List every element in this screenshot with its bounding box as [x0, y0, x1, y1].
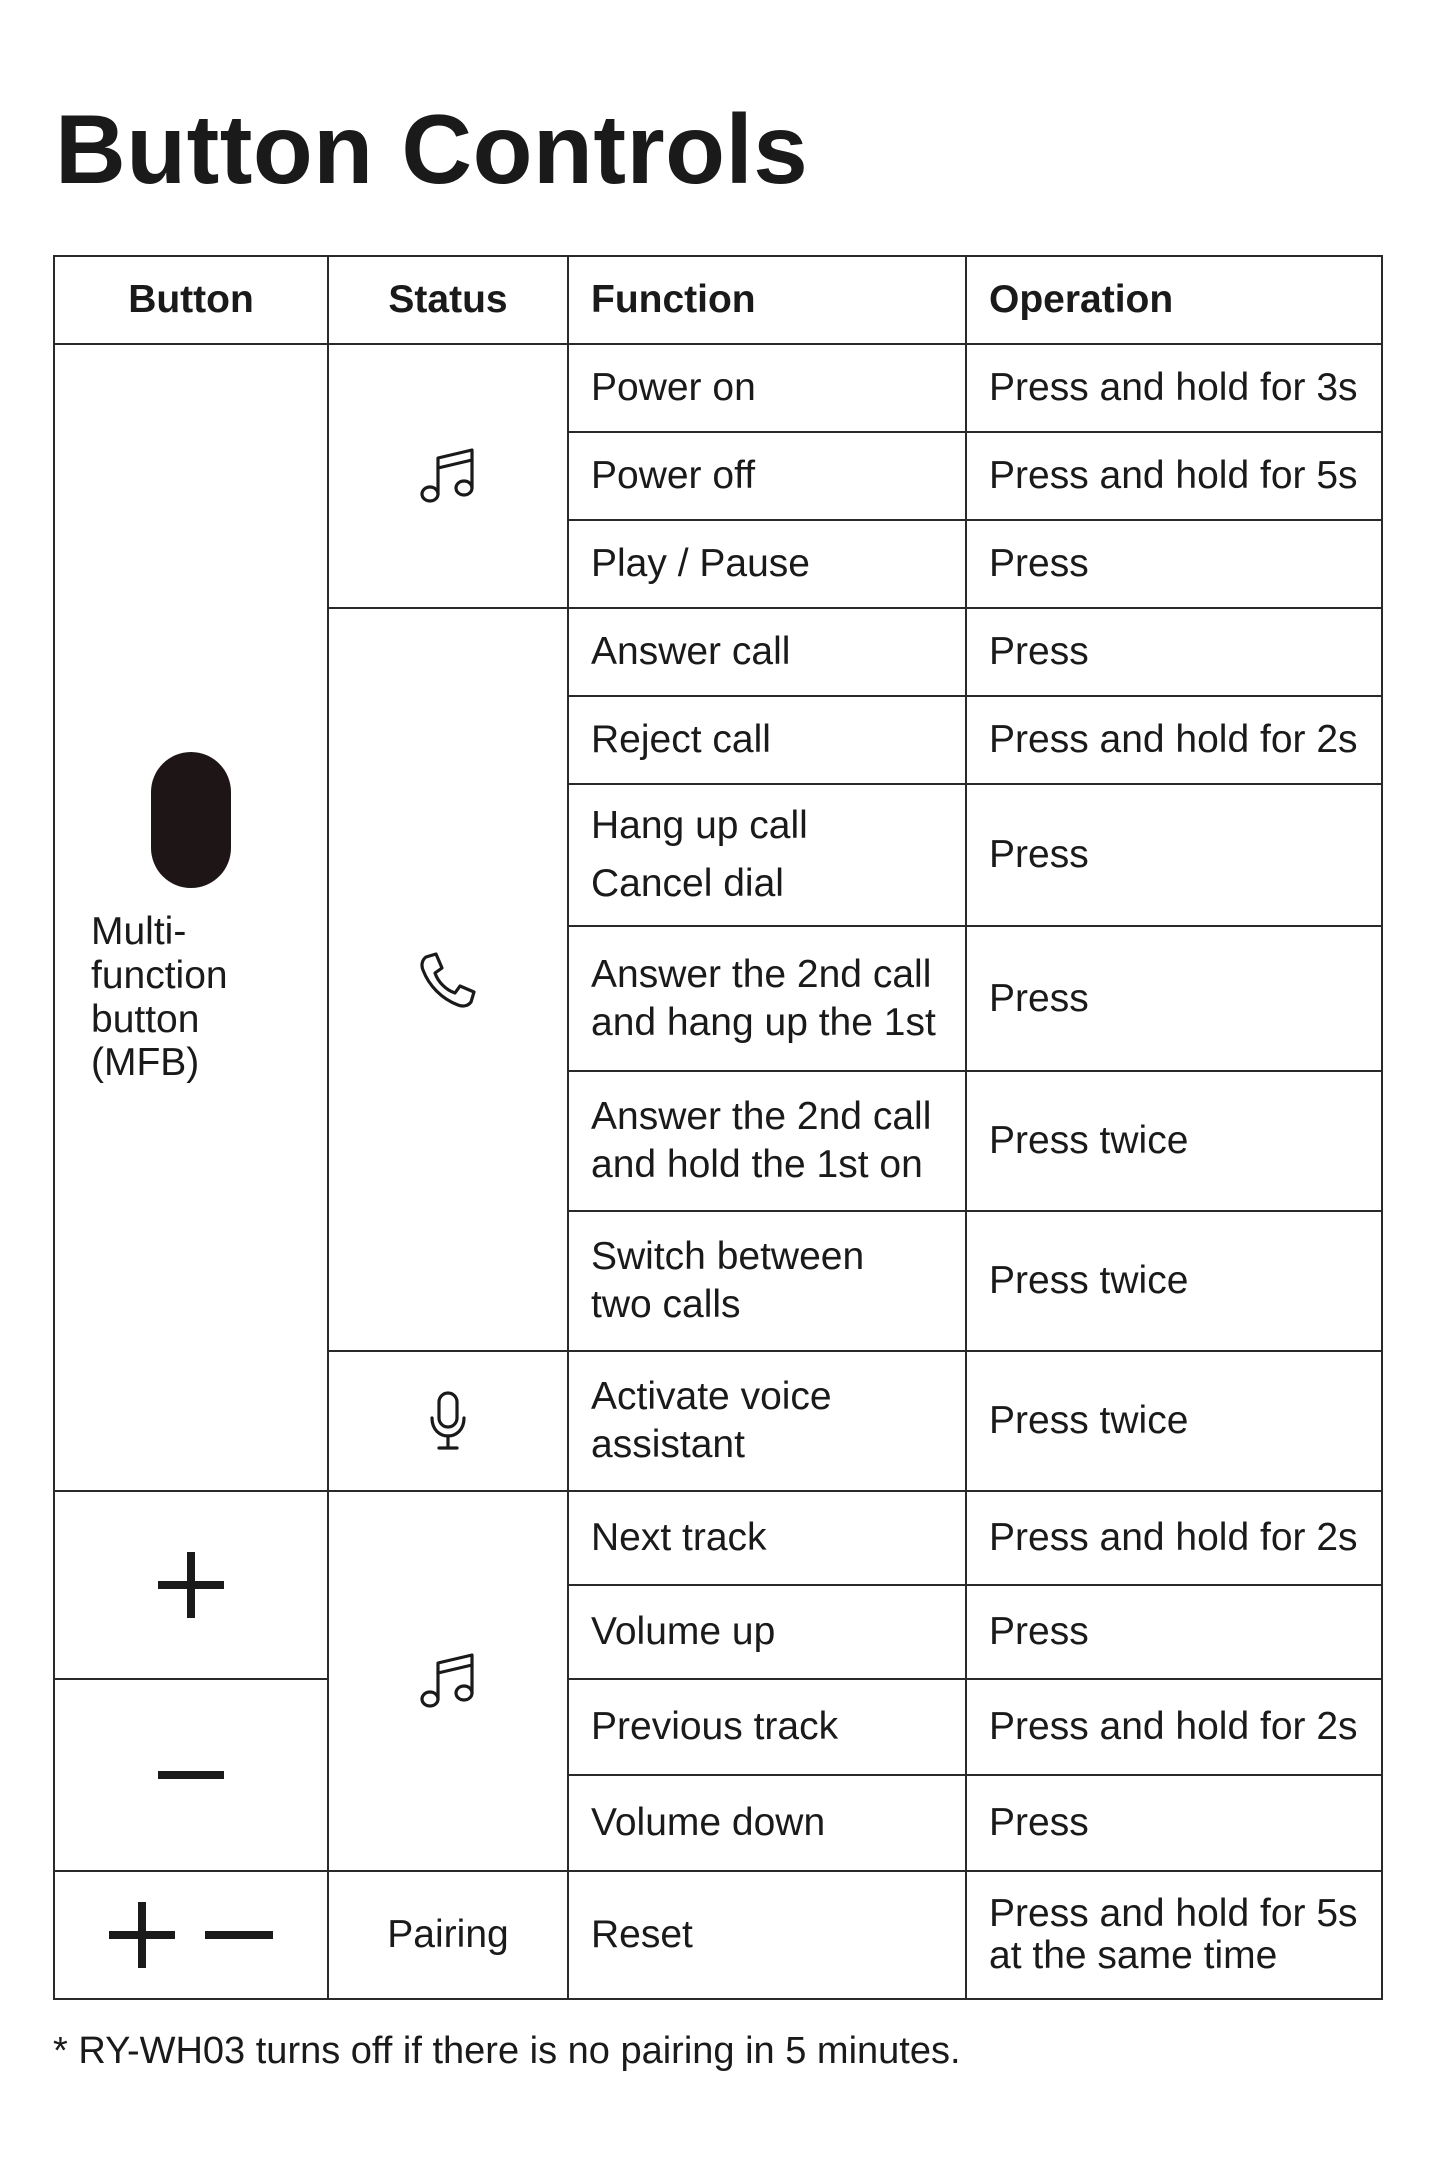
- operation-volume-up: Press: [966, 1585, 1382, 1679]
- status-phone-cell: [328, 608, 568, 1351]
- function-hang-up-line2: Cancel dial: [591, 862, 784, 905]
- operation-switch-calls: Press twice: [966, 1211, 1382, 1351]
- table-row: [54, 1871, 1382, 1999]
- function-answer-call: Answer call: [568, 608, 966, 696]
- table-row: [54, 1679, 1382, 1775]
- table-row: [54, 344, 1382, 432]
- operation-reset-line2: at the same time: [989, 1934, 1278, 1977]
- footnote: * RY-WH03 turns off if there is no pairing in 5 minutes.: [53, 2030, 961, 2072]
- status-music-cell: [328, 344, 568, 608]
- phone-icon: [418, 950, 478, 1010]
- operation-hang-up: Press: [966, 784, 1382, 926]
- function-volume-up: Volume up: [568, 1585, 966, 1679]
- header-button: Button: [54, 256, 328, 344]
- operation-previous-track: Press and hold for 2s: [966, 1679, 1382, 1775]
- function-power-on: Power on: [568, 344, 966, 432]
- plus-icon: [154, 1548, 228, 1622]
- function-power-off: Power off: [568, 432, 966, 520]
- function-switch-calls-line2: two calls: [591, 1283, 741, 1326]
- operation-power-on: Press and hold for 3s: [966, 344, 1382, 432]
- function-switch-calls: [568, 1211, 966, 1351]
- status-mic-cell: [328, 1351, 568, 1491]
- function-volume-down: Volume down: [568, 1775, 966, 1871]
- operation-reject-call: Press and hold for 2s: [966, 696, 1382, 784]
- function-play-pause: Play / Pause: [568, 520, 966, 608]
- minus-button-cell: [54, 1679, 328, 1871]
- mfb-cell: [54, 344, 328, 1491]
- operation-play-pause: Press: [966, 520, 1382, 608]
- function-previous-track: Previous track: [568, 1679, 966, 1775]
- music-note-icon: [416, 1649, 480, 1713]
- header-function: Function: [568, 256, 966, 344]
- operation-reset: [966, 1871, 1382, 1999]
- function-hang-up: [568, 784, 966, 926]
- page-title: Button Controls: [55, 94, 809, 204]
- function-answer-2nd-hold-line2: and hold the 1st on: [591, 1143, 923, 1186]
- button-controls-table: [53, 255, 1383, 2000]
- function-answer-2nd-hold-line1: Answer the 2nd call: [591, 1095, 932, 1139]
- table-row: [54, 1491, 1382, 1585]
- function-switch-calls-line1: Switch between: [591, 1235, 865, 1279]
- function-next-track: Next track: [568, 1491, 966, 1585]
- operation-reset-line1: Press and hold for 5s: [989, 1891, 1358, 1935]
- mfb-label-line2: button (MFB): [91, 997, 200, 1085]
- header-status: Status: [328, 256, 568, 344]
- function-reset: Reset: [568, 1871, 966, 1999]
- header-operation: Operation: [966, 256, 1382, 344]
- operation-power-off: Press and hold for 5s: [966, 432, 1382, 520]
- mfb-label: [77, 910, 305, 1085]
- mfb-button-icon: [149, 750, 233, 890]
- mfb-label-line1: Multi-function: [91, 910, 228, 997]
- operation-volume-down: Press: [966, 1775, 1382, 1871]
- operation-answer-2nd-hold: Press twice: [966, 1071, 1382, 1211]
- status-pairing: Pairing: [328, 1871, 568, 1999]
- function-answer-2nd-hold: [568, 1071, 966, 1211]
- function-voice-assistant: [568, 1351, 966, 1491]
- music-note-icon: [416, 444, 480, 508]
- operation-next-track: Press and hold for 2s: [966, 1491, 1382, 1585]
- operation-answer-call: Press: [966, 608, 1382, 696]
- operation-answer-2nd-hang: Press: [966, 926, 1382, 1071]
- microphone-icon: [428, 1390, 468, 1452]
- operation-voice-assistant: Press twice: [966, 1351, 1382, 1491]
- function-voice-assistant-line1: Activate voice: [591, 1375, 832, 1419]
- plus-minus-icon: [105, 1898, 277, 1972]
- minus-icon: [154, 1767, 228, 1783]
- function-reject-call: Reject call: [568, 696, 966, 784]
- status-music-cell-2: [328, 1491, 568, 1871]
- function-hang-up-line1: Hang up call: [591, 803, 808, 847]
- function-answer-2nd-hang-line2: and hang up the 1st: [591, 1000, 936, 1044]
- plus-button-cell: [54, 1491, 328, 1679]
- plus-minus-button-cell: [54, 1871, 328, 1999]
- table-header-row: [54, 256, 1382, 344]
- function-answer-2nd-hang-line1: Answer the 2nd call: [591, 952, 932, 996]
- function-voice-assistant-line2: assistant: [591, 1423, 745, 1466]
- function-answer-2nd-hang: [568, 926, 966, 1071]
